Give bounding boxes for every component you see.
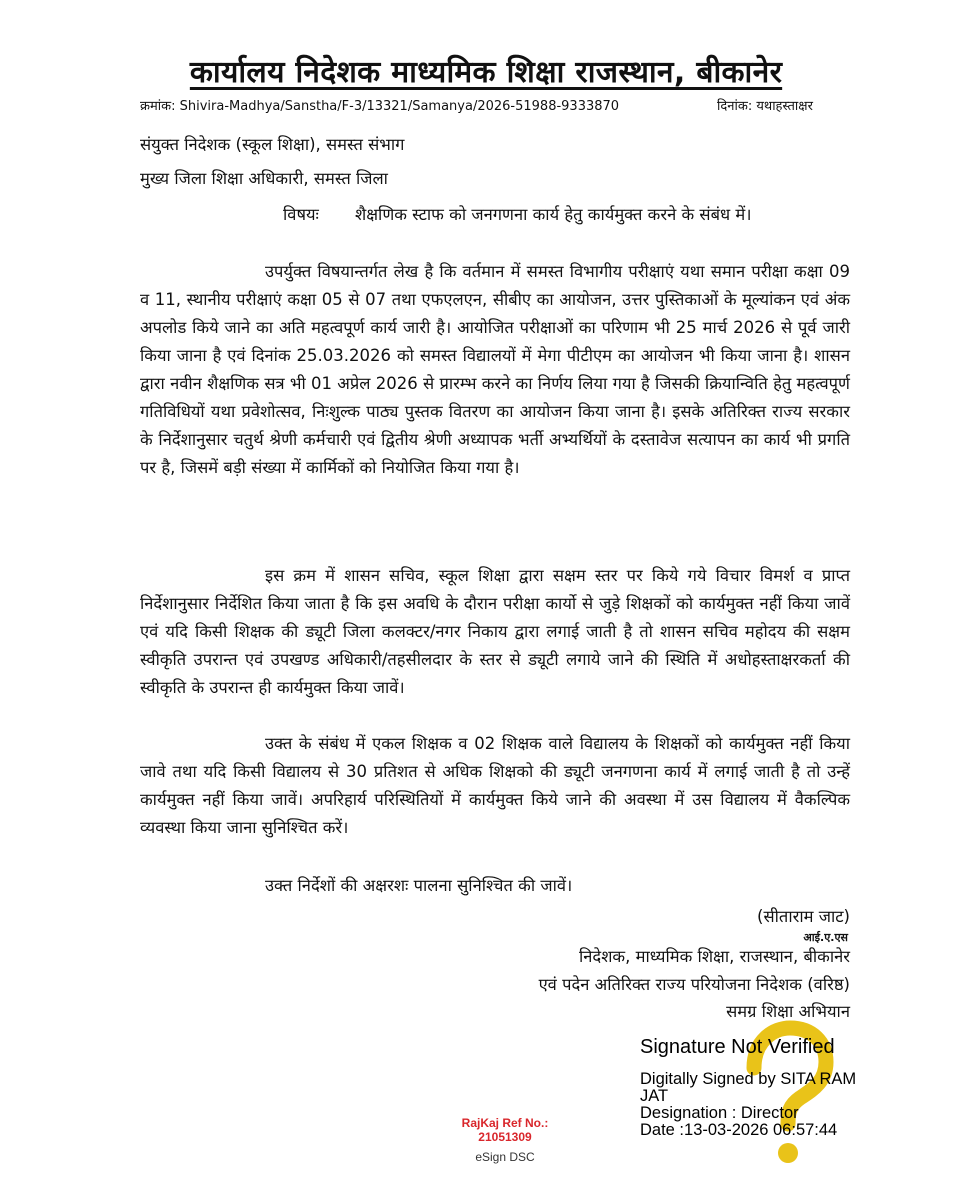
rajkaj-ref-label: RajKaj Ref No.: bbox=[461, 1116, 549, 1130]
subject-text: शैक्षणिक स्टाफ को जनगणना कार्य हेतु कार्यमुक्त करने के संबंध में। bbox=[355, 205, 752, 224]
rajkaj-ref-number: 21051309 bbox=[478, 1130, 532, 1144]
body-paragraph-3-text: उक्त के संबंध में एकल शिक्षक व 02 शिक्षक वाले विद्यालय के शिक्षकों को कार्यमुक्त नहीं किया जावे तथा यदि किसी विद्यालय से 30 प्रतिशत से अधिक शिक्षको की ड्यूटी जनगणना कार्य में लगाई जाती है तो उन्हें कार्यमुक्त नहीं किया जावें। अपरिहार्य परिस्थितियों में कार्यमुक्त किये जाने की अवस्था में उस विद्यालय में वैकल्पिक व्यवस्था किया जाना सुनिश्चित करें। bbox=[140, 734, 850, 837]
body-paragraph-2 bbox=[140, 562, 850, 702]
subject-label: विषयः bbox=[283, 205, 319, 224]
addressee-1: संयुक्त निदेशक (स्कूल शिक्षा), समस्त संभाग bbox=[140, 135, 405, 154]
signatory-name: (सीताराम जाट) bbox=[757, 907, 850, 926]
letter-date: दिनांक: यथाहस्ताक्षर bbox=[717, 99, 813, 114]
signatory-service: आई.ए.एस bbox=[803, 931, 848, 944]
signatory-designation-1: निदेशक, माध्यमिक शिक्षा, राजस्थान, बीकानेर bbox=[579, 947, 850, 966]
body-paragraph-4 bbox=[140, 872, 850, 900]
body-paragraph-3 bbox=[140, 730, 850, 842]
body-paragraph-1-text: उपर्युक्त विषयान्तर्गत लेख है कि वर्तमान में समस्त विभागीय परीक्षाएं यथा समान परीक्षा कक्षा 09 व 11, स्थानीय परीक्षाएं कक्षा 05 से 07 तथा एफएलएन, सीबीए का आयोजन, उत्तर पुस्तिकाओं के मूल्यांकन एवं अंक अपलोड किये जाने का अति महत्वपूर्ण कार्य जारी है। आयोजित परीक्षाओं का परिणाम भी 25 मार्च 2026 से पूर्व जारी किया जाना है एवं दिनांक 25.03.2026 को समस्त विद्यालयों में मेगा पीटीएम का आयोजन भी किया जाना है। शासन द्वारा नवीन शैक्षणिक सत्र भी 01 अप्रेल 2026 से प्रारम्भ करने का निर्णय लिया गया है जिसकी क्रियान्विति हेतु महत्वपूर्ण गतिविधियों यथा प्रवेशोत्सव, निःशुल्क पाठ्य पुस्तक वितरण का आयोजन किया जाना है। इसके अतिरिक्त राज्य सरकार के निर्देशानुसार चतुर्थ श्रेणी कर्मचारी एवं द्वितीय श्रेणी अध्यापक भर्ती अभ्यर्थियों के दस्तावेज सत्यापन का कार्य भी प्रगति पर है, जिसमें बड़ी संख्या में कार्मिकों को नियोजित किया गया है। bbox=[140, 262, 850, 477]
esign-label: eSign DSC bbox=[475, 1150, 535, 1164]
addressee-2: मुख्य जिला शिक्षा अधिकारी, समस्त जिला bbox=[140, 169, 388, 188]
body-paragraph-2-text: इस क्रम में शासन सचिव, स्कूल शिक्षा द्वारा सक्षम स्तर पर किये गये विचार विमर्श व प्राप्त निर्देशानुसार निर्देशित किया जाता है कि इस अवधि के दौरान परीक्षा कार्यो से जुड़े शिक्षकों को कार्यमुक्त नहीं किया जावें एवं यदि किसी शिक्षक की ड्यूटी जिला कलक्टर/नगर निकाय द्वारा लगाई जाती है तो शासन सचिव महोदय की सक्षम स्वीकृति उपरान्त एवं उपखण्ड अधिकारी/तहसीलदार के स्तर से ड्यूटी लगाये जाने की स्थिति में अधोहस्ताक्षरकर्ता की स्वीकृति के उपरान्त ही कार्यमुक्त किया जावें। bbox=[140, 566, 850, 697]
signature-date: Date :13-03-2026 06:57:44 bbox=[640, 1121, 838, 1139]
reference-number: क्रमांक: Shivira-Madhya/Sanstha/F-3/13321/Samanya/2026-51988-9333870 bbox=[140, 99, 620, 114]
body-paragraph-4-text: उक्त निर्देशों की अक्षरशः पालना सुनिश्चित की जावें। bbox=[265, 876, 573, 895]
digital-signature-details bbox=[640, 1071, 860, 1139]
signature-designation: Designation : Director bbox=[640, 1104, 799, 1122]
signature-signed-by: Digitally Signed by SITA RAM JAT bbox=[640, 1070, 857, 1105]
rajkaj-reference bbox=[430, 1116, 580, 1144]
signatory-designation-3: समग्र शिक्षा अभियान bbox=[726, 1002, 850, 1021]
office-title: कार्यालय निदेशक माध्यमिक शिक्षा राजस्थान, बीकानेर bbox=[189, 55, 783, 90]
signatory-designation-2: एवं पदेन अतिरिक्त राज्य परियोजना निदेशक (वरिष्ठ) bbox=[538, 975, 850, 994]
signature-status: Signature Not Verified bbox=[640, 1036, 835, 1058]
body-paragraph-1 bbox=[140, 258, 850, 482]
